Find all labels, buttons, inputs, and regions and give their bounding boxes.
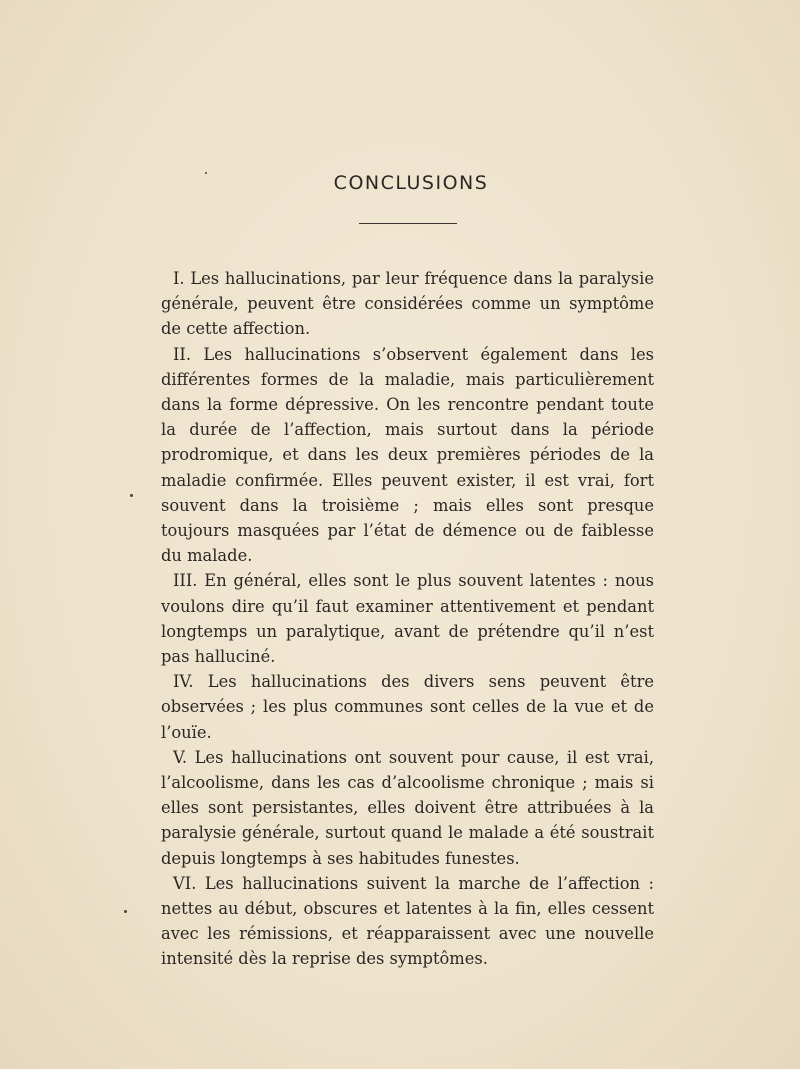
title-divider — [359, 223, 457, 224]
page-title: CONCLUSIONS — [333, 172, 489, 194]
conclusion-paragraph-2: II. Les hallucinations s’observent également dans les différentes formes de la maladie, mais particulièrement dans la forme dépressive. On les rencontre pendant toute la durée de l’affection, mais surtout dans la période prodromique, et dans les deux premières périodes de la maladie confirmée. Elles peuvent exister, il est vrai, fort souvent dans la troisième ; mais elles sont presque toujours masquées par l’état de démence ou de faiblesse du malade. — [161, 344, 654, 566]
paper-speck — [130, 494, 133, 497]
conclusion-paragraph-6: VI. Les hallucinations suivent la marche de l’affection : nettes au début, obscures et latentes à la fin, elles cessent avec les rémissions, et réapparaissent avec une nouvelle intensité dès la reprise des symptômes. — [161, 873, 654, 969]
conclusion-paragraph-1: I. Les hallucinations, par leur fréquence dans la paralysie générale, peuvent être considérées comme un symptôme de cette affection. — [161, 269, 654, 339]
conclusion-paragraph-4: IV. Les hallucinations des divers sens peuvent être observées ; les plus communes sont celles de la vue et de l’ouïe. — [161, 672, 654, 742]
paper-speck — [124, 910, 127, 913]
conclusions-body — [161, 266, 654, 972]
paper-speck — [205, 172, 207, 174]
conclusion-paragraph-3: III. En général, elles sont le plus souvent latentes : nous voulons dire qu’il faut examiner attentivement et pendant longtemps un paralytique, avant de prétendre qu’il n’est pas halluciné. — [161, 571, 654, 667]
conclusion-paragraph-5: V. Les hallucinations ont souvent pour cause, il est vrai, l’alcoolisme, dans les cas d’alcoolisme chronique ; mais si elles sont persistantes, elles doivent être attribuées à la paralysie générale, surtout quand le malade a été soustrait depuis longtemps à ses habitudes funestes. — [161, 747, 654, 868]
